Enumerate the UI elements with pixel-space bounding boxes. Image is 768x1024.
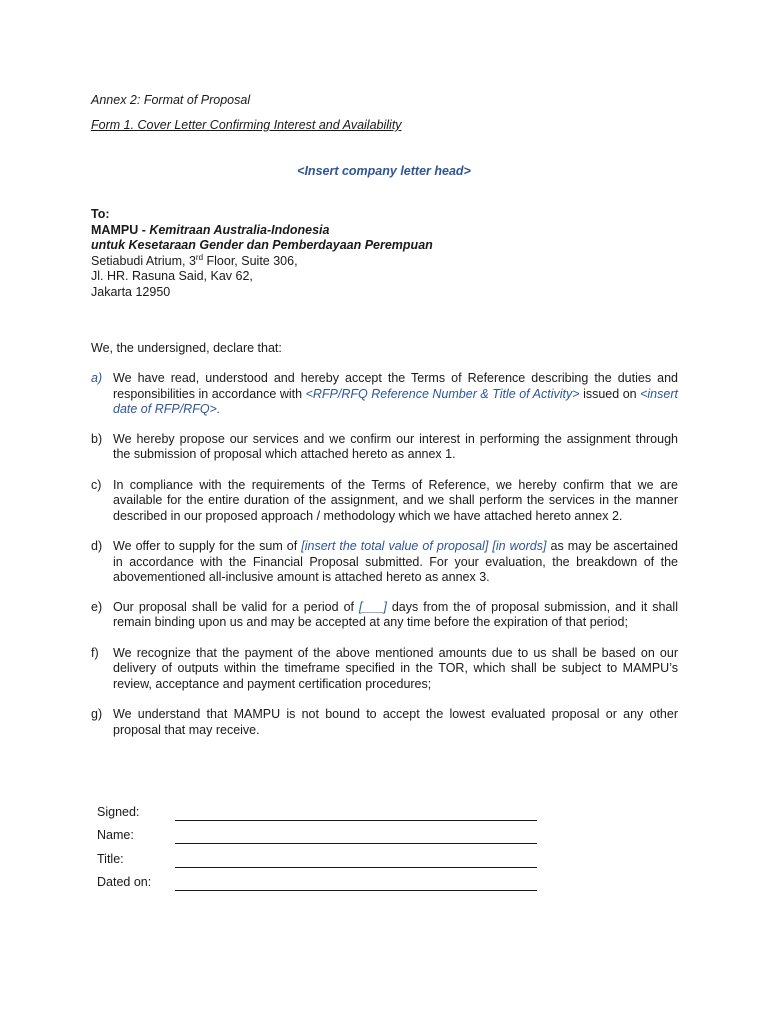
letterhead-placeholder: <Insert company letter head> <box>297 164 471 178</box>
list-item-g <box>91 707 678 738</box>
recipient-address-city: Jakarta 12950 <box>91 284 171 299</box>
declaration-intro: We, the undersigned, declare that: <box>91 341 282 355</box>
list-item-f <box>91 646 678 693</box>
recipient-address-building <box>91 254 433 270</box>
list-item-c <box>91 478 678 525</box>
item-a-text1: We have read, understood and hereby accept the Terms of Reference describing the duties and responsibilities in accordance with <box>113 371 678 401</box>
declaration-list <box>91 371 678 738</box>
item-a-placeholder-rfp: <RFP/RFQ Reference Number & Title of Activity> <box>305 386 580 401</box>
item-d-placeholder-value: [insert the total value of proposal] [in words] <box>301 539 547 553</box>
annex-title: Annex 2: Format of Proposal <box>91 93 251 107</box>
item-a-placeholder-date: <insert date of RFP/RFQ>. <box>113 386 678 416</box>
item-e-placeholder-days: [___] <box>359 599 387 614</box>
item-a-text2: issued on <box>579 386 641 401</box>
to-label: To: <box>91 207 110 221</box>
address-building-pre: Setiabudi Atrium, 3 <box>91 253 196 268</box>
list-marker-g: g) <box>91 707 103 721</box>
title-label: Title: <box>97 852 124 866</box>
title-line <box>175 867 537 868</box>
list-item-b <box>91 432 678 463</box>
item-e-text1: Our proposal shall be valid for a period of <box>113 599 360 614</box>
recipient-address-street: Jl. HR. Rasuna Said, Kav 62, <box>91 269 253 283</box>
list-item-e <box>91 600 678 631</box>
recipient-block <box>91 207 433 300</box>
list-marker-f: f) <box>91 645 99 660</box>
item-d-text1: We offer to supply for the sum of <box>113 539 302 553</box>
item-d-text2: as may be ascertained in accordance with the Financial Proposal submitted. For your evaluation, the breakdown of the abovementioned all-inclusive amount is attached hereto as annex 3. <box>113 539 678 584</box>
form-title: Form 1. Cover Letter Confirming Interest and Availability <box>91 118 402 132</box>
recipient-org-line1: Kemitraan Australia-Indonesia <box>149 222 330 237</box>
list-marker-a: a) <box>91 371 103 385</box>
signed-line <box>175 820 537 821</box>
signed-label: Signed: <box>97 805 140 819</box>
list-marker-e: e) <box>91 599 103 614</box>
recipient-org-dash: - <box>138 222 150 237</box>
name-line <box>175 843 537 844</box>
recipient-org-line <box>91 223 433 239</box>
list-marker-d: d) <box>91 539 103 553</box>
list-marker-b: b) <box>91 431 103 446</box>
name-label: Name: <box>97 828 134 842</box>
list-item-d <box>91 539 678 586</box>
item-b-text: We hereby propose our services and we confirm our interest in performing the assignment through the submission of proposal which attached hereto as annex 1. <box>113 431 678 461</box>
dated-line <box>175 890 537 891</box>
list-item-a <box>91 371 678 418</box>
item-c-text: In compliance with the requirements of the Terms of Reference, we hereby confirm that we are available for the entire duration of the assignment, and we shall perform the services in the manner described in our proposed approach / methodology which we have attached hereto annex 2. <box>113 477 678 523</box>
address-building-post: Floor, Suite 306, <box>203 253 298 268</box>
recipient-org-name: MAMPU <box>91 222 139 237</box>
recipient-org-line2: untuk Kesetaraan Gender dan Pemberdayaan Perempuan <box>91 238 433 252</box>
list-marker-c: c) <box>91 477 102 492</box>
item-f-text: We recognize that the payment of the above mentioned amounts due to us shall be based on our delivery of outputs within the timeframe specified in the TOR, which shall be subject to MAMPU’s review, acceptance and payment certification procedures; <box>113 645 678 691</box>
item-g-text: We understand that MAMPU is not bound to accept the lowest evaluated proposal or any other proposal that may receive. <box>113 707 678 737</box>
address-building-sup: rd <box>195 252 204 262</box>
dated-label: Dated on: <box>97 875 152 889</box>
item-e-text2: days from the of proposal submission, and it shall remain binding upon us and may be accepted at any time before the expiration of that period; <box>113 599 678 629</box>
